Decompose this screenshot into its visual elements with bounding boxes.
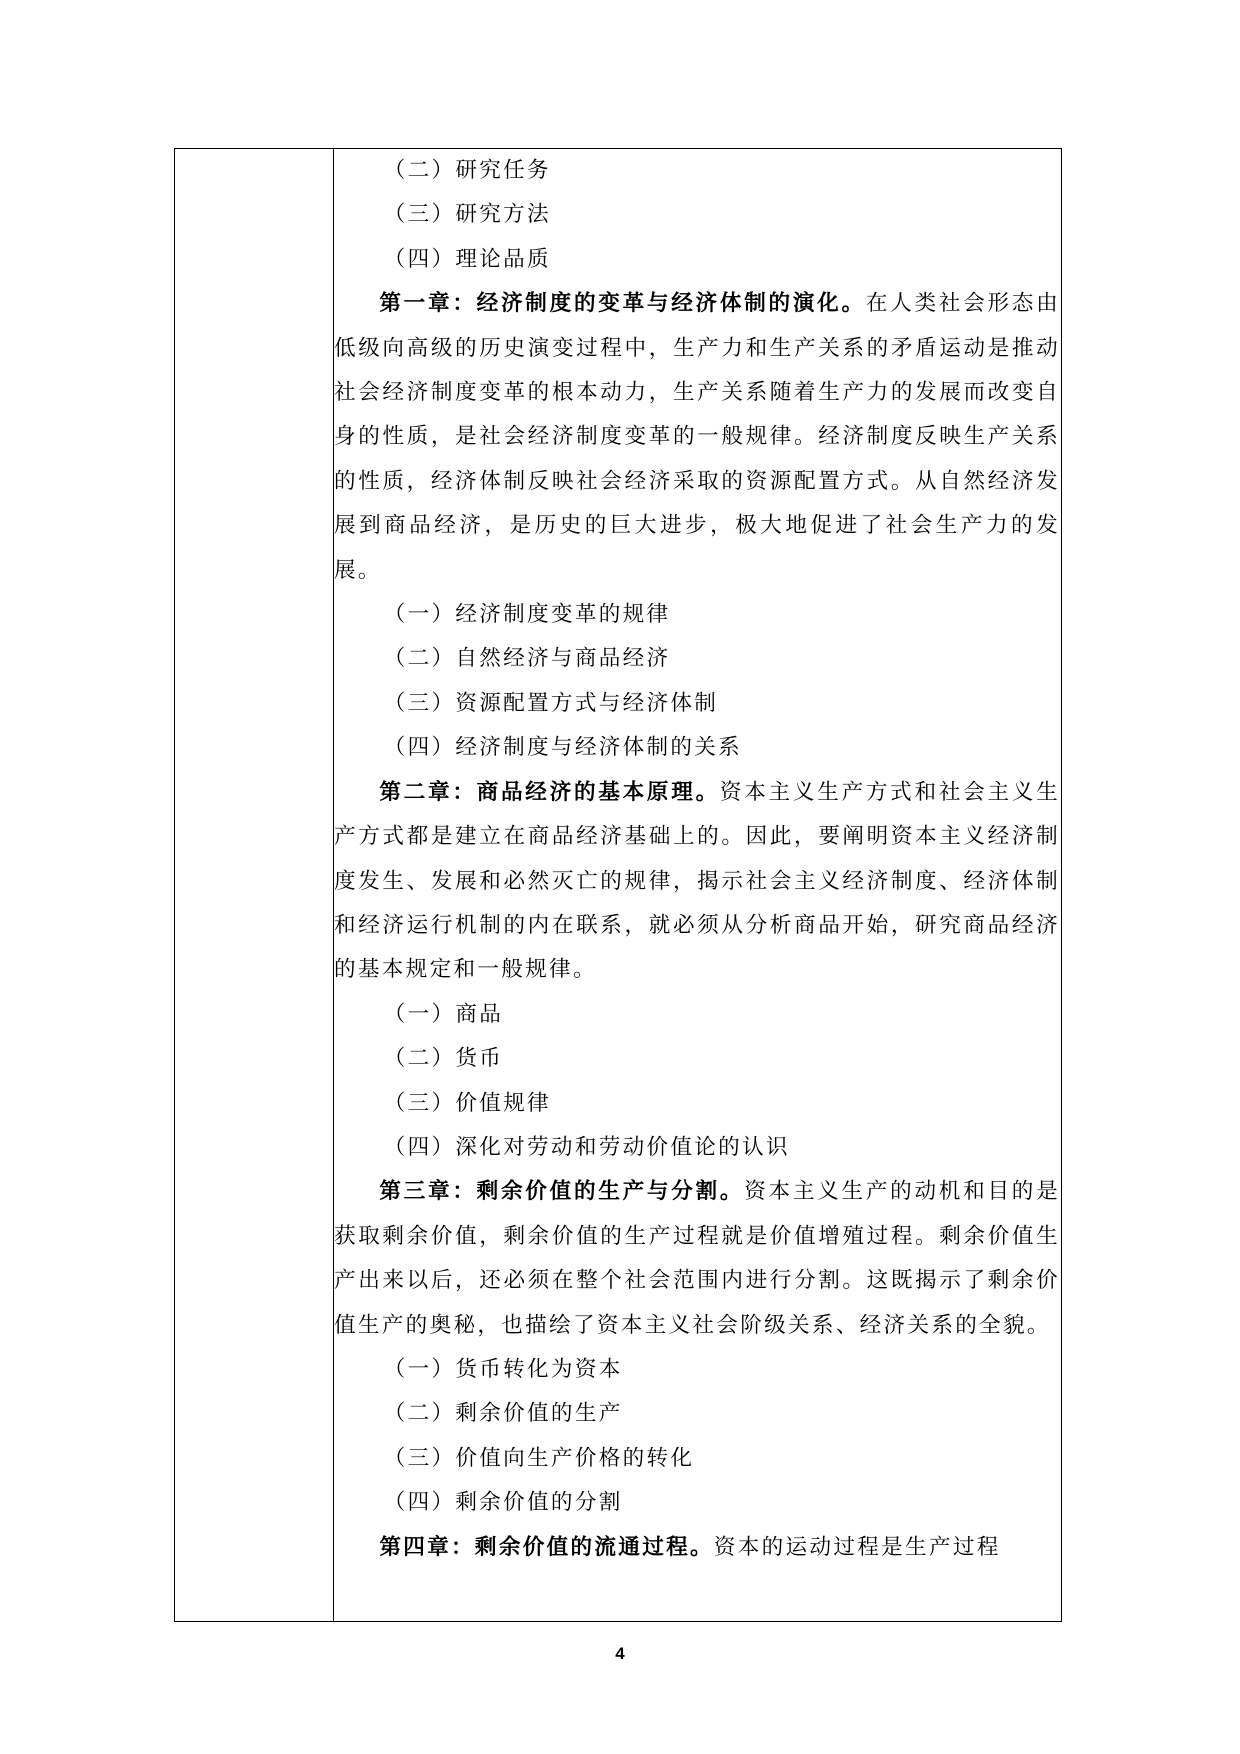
chapter-2-section: （一）商品	[383, 1001, 504, 1027]
table-left-column	[175, 149, 334, 1621]
content-table	[174, 148, 1062, 1622]
chapter-2-title: 第二章：商品经济的基本原理。	[379, 779, 720, 805]
content-body	[334, 149, 1060, 1570]
chapter-2-section: （四）深化对劳动和劳动价值论的认识	[383, 1134, 790, 1160]
chapter-1-title: 第一章：经济制度的变革与经济体制的演化。	[379, 291, 866, 317]
chapter-3-title: 第三章：剩余价值的生产与分割。	[379, 1179, 745, 1205]
chapter-4-paragraph	[334, 1526, 1060, 1570]
page-number: 4	[615, 1644, 625, 1663]
chapter-1-section: （一）经济制度变革的规律	[383, 602, 671, 628]
chapter-1-section: （四）经济制度与经济体制的关系	[383, 735, 743, 761]
chapter-4-title: 第四章：剩余价值的流通过程。	[379, 1534, 714, 1560]
chapter-1-paragraph	[334, 282, 1060, 593]
chapter-2-section: （二）货币	[383, 1046, 504, 1072]
chapter-1-section: （三）资源配置方式与经济体制	[383, 690, 719, 716]
table-right-column	[334, 149, 1061, 1621]
chapter-2-section: （三）价值规律	[383, 1090, 551, 1116]
chapter-3-section: （三）价值向生产价格的转化	[383, 1445, 695, 1471]
chapter-2-text: 资本主义生产方式和社会主义生产方式都是建立在商品经济基础上的。因此，要阐明资本主义经济制度发生、发展和必然灭亡的规律，揭示社会主义经济制度、经济体制和经济运行机制的内在联系，就必须从分析商品开始，研究商品经济的基本规定和一般规律。	[334, 779, 1061, 983]
intro-item: （二）研究任务	[383, 158, 551, 183]
chapter-2-paragraph	[334, 771, 1060, 993]
chapter-4-text: 资本的运动过程是生产过程	[713, 1534, 1001, 1560]
chapter-1-section: （二）自然经济与商品经济	[383, 646, 671, 672]
chapter-3-section: （四）剩余价值的分割	[383, 1490, 623, 1516]
chapter-3-text: 资本主义生产的动机和目的是获取剩余价值，剩余价值的生产过程就是价值增殖过程。剩余价值生产出来以后，还必须在整个社会范围内进行分割。这既揭示了剩余价值生产的奥秘，也描绘了资本主义社会阶级关系、经济关系的全貌。	[334, 1179, 1060, 1338]
chapter-3-section: （二）剩余价值的生产	[383, 1401, 623, 1427]
intro-item: （四）理论品质	[383, 246, 551, 272]
chapter-3-section: （一）货币转化为资本	[383, 1356, 623, 1382]
intro-item: （三）研究方法	[383, 202, 551, 228]
chapter-3-paragraph	[334, 1170, 1060, 1348]
chapter-1-text: 在人类社会形态由低级向高级的历史演变过程中，生产力和生产关系的矛盾运动是推动社会经济制度变革的根本动力，生产关系随着生产力的发展而改变自身的性质，是社会经济制度变革的一般规律。经济制度反映生产关系的性质，经济体制反映社会经济采取的资源配置方式。从自然经济发展到商品经济，是历史的巨大进步，极大地促进了社会生产力的发展。	[334, 291, 1060, 583]
